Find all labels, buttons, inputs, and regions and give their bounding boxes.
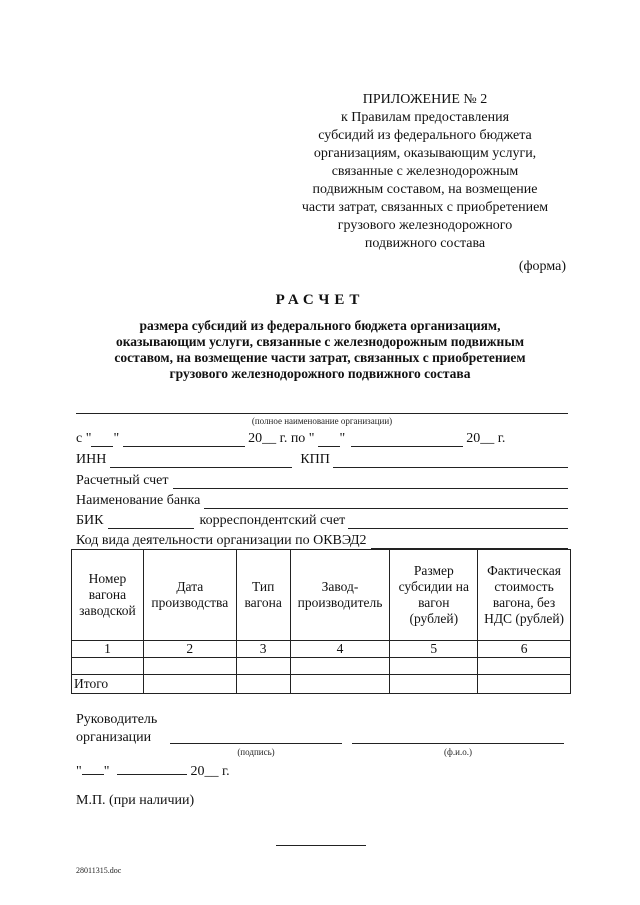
table-cell[interactable] [290,675,390,694]
okved-row [76,531,568,549]
appendix-line: подвижным составом, на возмещение [312,182,538,197]
col-header-production-date: Дата производства [143,550,236,641]
table-cell[interactable] [143,675,236,694]
form-label: (форма) [518,259,566,274]
total-label: Итого [72,675,144,694]
kpp-field[interactable] [333,454,568,468]
table-total-row [72,675,571,694]
table-cell[interactable] [72,658,144,675]
subtitle-line: размера субсидий из федерального бюджета организациям, [139,318,501,333]
period-to-month-field[interactable] [351,433,463,447]
appendix-line: организациям, оказывающим услуги, [313,146,537,161]
document-title: РАСЧЕТ [275,292,365,308]
date-month-field[interactable] [117,762,187,775]
org-name-caption: (полное наименование организации) [251,416,393,426]
subtitle-line: оказывающим услуги, связанные с железнодорожным подвижным [115,334,525,349]
table-cell[interactable] [236,675,290,694]
okved-label: Код вида деятельности организации по ОКВЭД2 [76,533,367,548]
okved-field[interactable] [371,535,569,549]
table-cell[interactable] [478,675,571,694]
period-from-day-field[interactable] [91,433,113,447]
col-number: 6 [478,641,571,658]
appendix-title: ПРИЛОЖЕНИЕ № 2 [362,92,488,107]
period-to-day-field[interactable] [318,433,340,447]
table-cell[interactable] [236,658,290,675]
bik-label: БИК [76,513,104,528]
period-year-to: 20__ г. по " [248,431,315,446]
date-row [76,762,230,780]
wagon-table [71,549,571,694]
account-label: Расчетный счет [76,473,169,488]
account-field[interactable] [173,475,568,489]
head-label-line1: Руководитель [76,712,158,727]
document-subtitle [60,318,580,382]
table-row [72,658,571,675]
period-year-suffix: 20__ г. [466,431,506,446]
signature-block [76,711,157,747]
appendix-header [280,91,570,253]
bank-field[interactable] [204,495,568,509]
col-header-actual-cost: Фактическая стоимость вагона, без НДС (рублей) [478,550,571,641]
appendix-line: субсидий из федерального бюджета [318,128,532,143]
appendix-line: к Правилам предоставления [340,110,510,125]
date-open-quote: " [76,764,82,779]
col-number: 3 [236,641,290,658]
footer-divider [276,845,366,846]
table-cell[interactable] [478,658,571,675]
table-cell[interactable] [143,658,236,675]
date-day-field[interactable] [82,762,104,775]
corr-account-field[interactable] [348,515,568,529]
appendix-line: грузового железнодорожного [337,218,513,233]
inn-label: ИНН [76,452,107,467]
subtitle-line: составом, на возмещение части затрат, связанных с приобретением [114,350,526,365]
col-number: 4 [290,641,390,658]
period-quote-2: " [339,431,346,446]
full-name-field[interactable] [352,743,564,744]
col-header-wagon-number: Номер вагона заводской [72,550,144,641]
inn-kpp-row [76,450,568,468]
bik-row [76,511,568,529]
appendix-line: части затрат, связанных с приобретением [301,200,549,215]
date-year: 20__ г. [190,764,230,779]
col-header-wagon-type: Тип вагона [236,550,290,641]
table-cell[interactable] [390,675,478,694]
full-name-caption: (ф.и.о.) [444,747,472,757]
subtitle-line: грузового железнодорожного подвижного состава [169,366,471,381]
signature-field[interactable] [170,743,342,744]
kpp-label: КПП [300,452,330,467]
account-row [76,471,568,489]
col-number: 2 [143,641,236,658]
inn-field[interactable] [110,454,292,468]
period-from-month-field[interactable] [123,433,245,447]
stamp-place: М.П. (при наличии) [76,793,195,808]
col-number: 1 [72,641,144,658]
corr-account-label: корреспондентский счет [199,513,346,528]
period-row [76,429,568,447]
period-quote: " [113,431,120,446]
bik-field[interactable] [108,515,194,529]
date-close-quote: " [103,764,110,779]
col-header-manufacturer: Завод-производитель [290,550,390,641]
table-number-row [72,641,571,658]
table-header-row [72,550,571,641]
bank-row [76,491,568,509]
table-cell[interactable] [290,658,390,675]
org-name-field[interactable] [76,413,568,414]
appendix-line: связанные с железнодорожным [331,164,519,179]
head-label-line2: организации [76,730,152,745]
signature-caption: (подпись) [237,747,275,757]
bank-label: Наименование банка [76,493,201,508]
col-header-subsidy-amount: Размер субсидии на вагон (рублей) [390,550,478,641]
appendix-line: подвижного состава [364,236,486,251]
period-from-prefix: с " [76,431,92,446]
table-cell[interactable] [390,658,478,675]
doc-filename: 28011315.doc [76,866,122,875]
col-number: 5 [390,641,478,658]
